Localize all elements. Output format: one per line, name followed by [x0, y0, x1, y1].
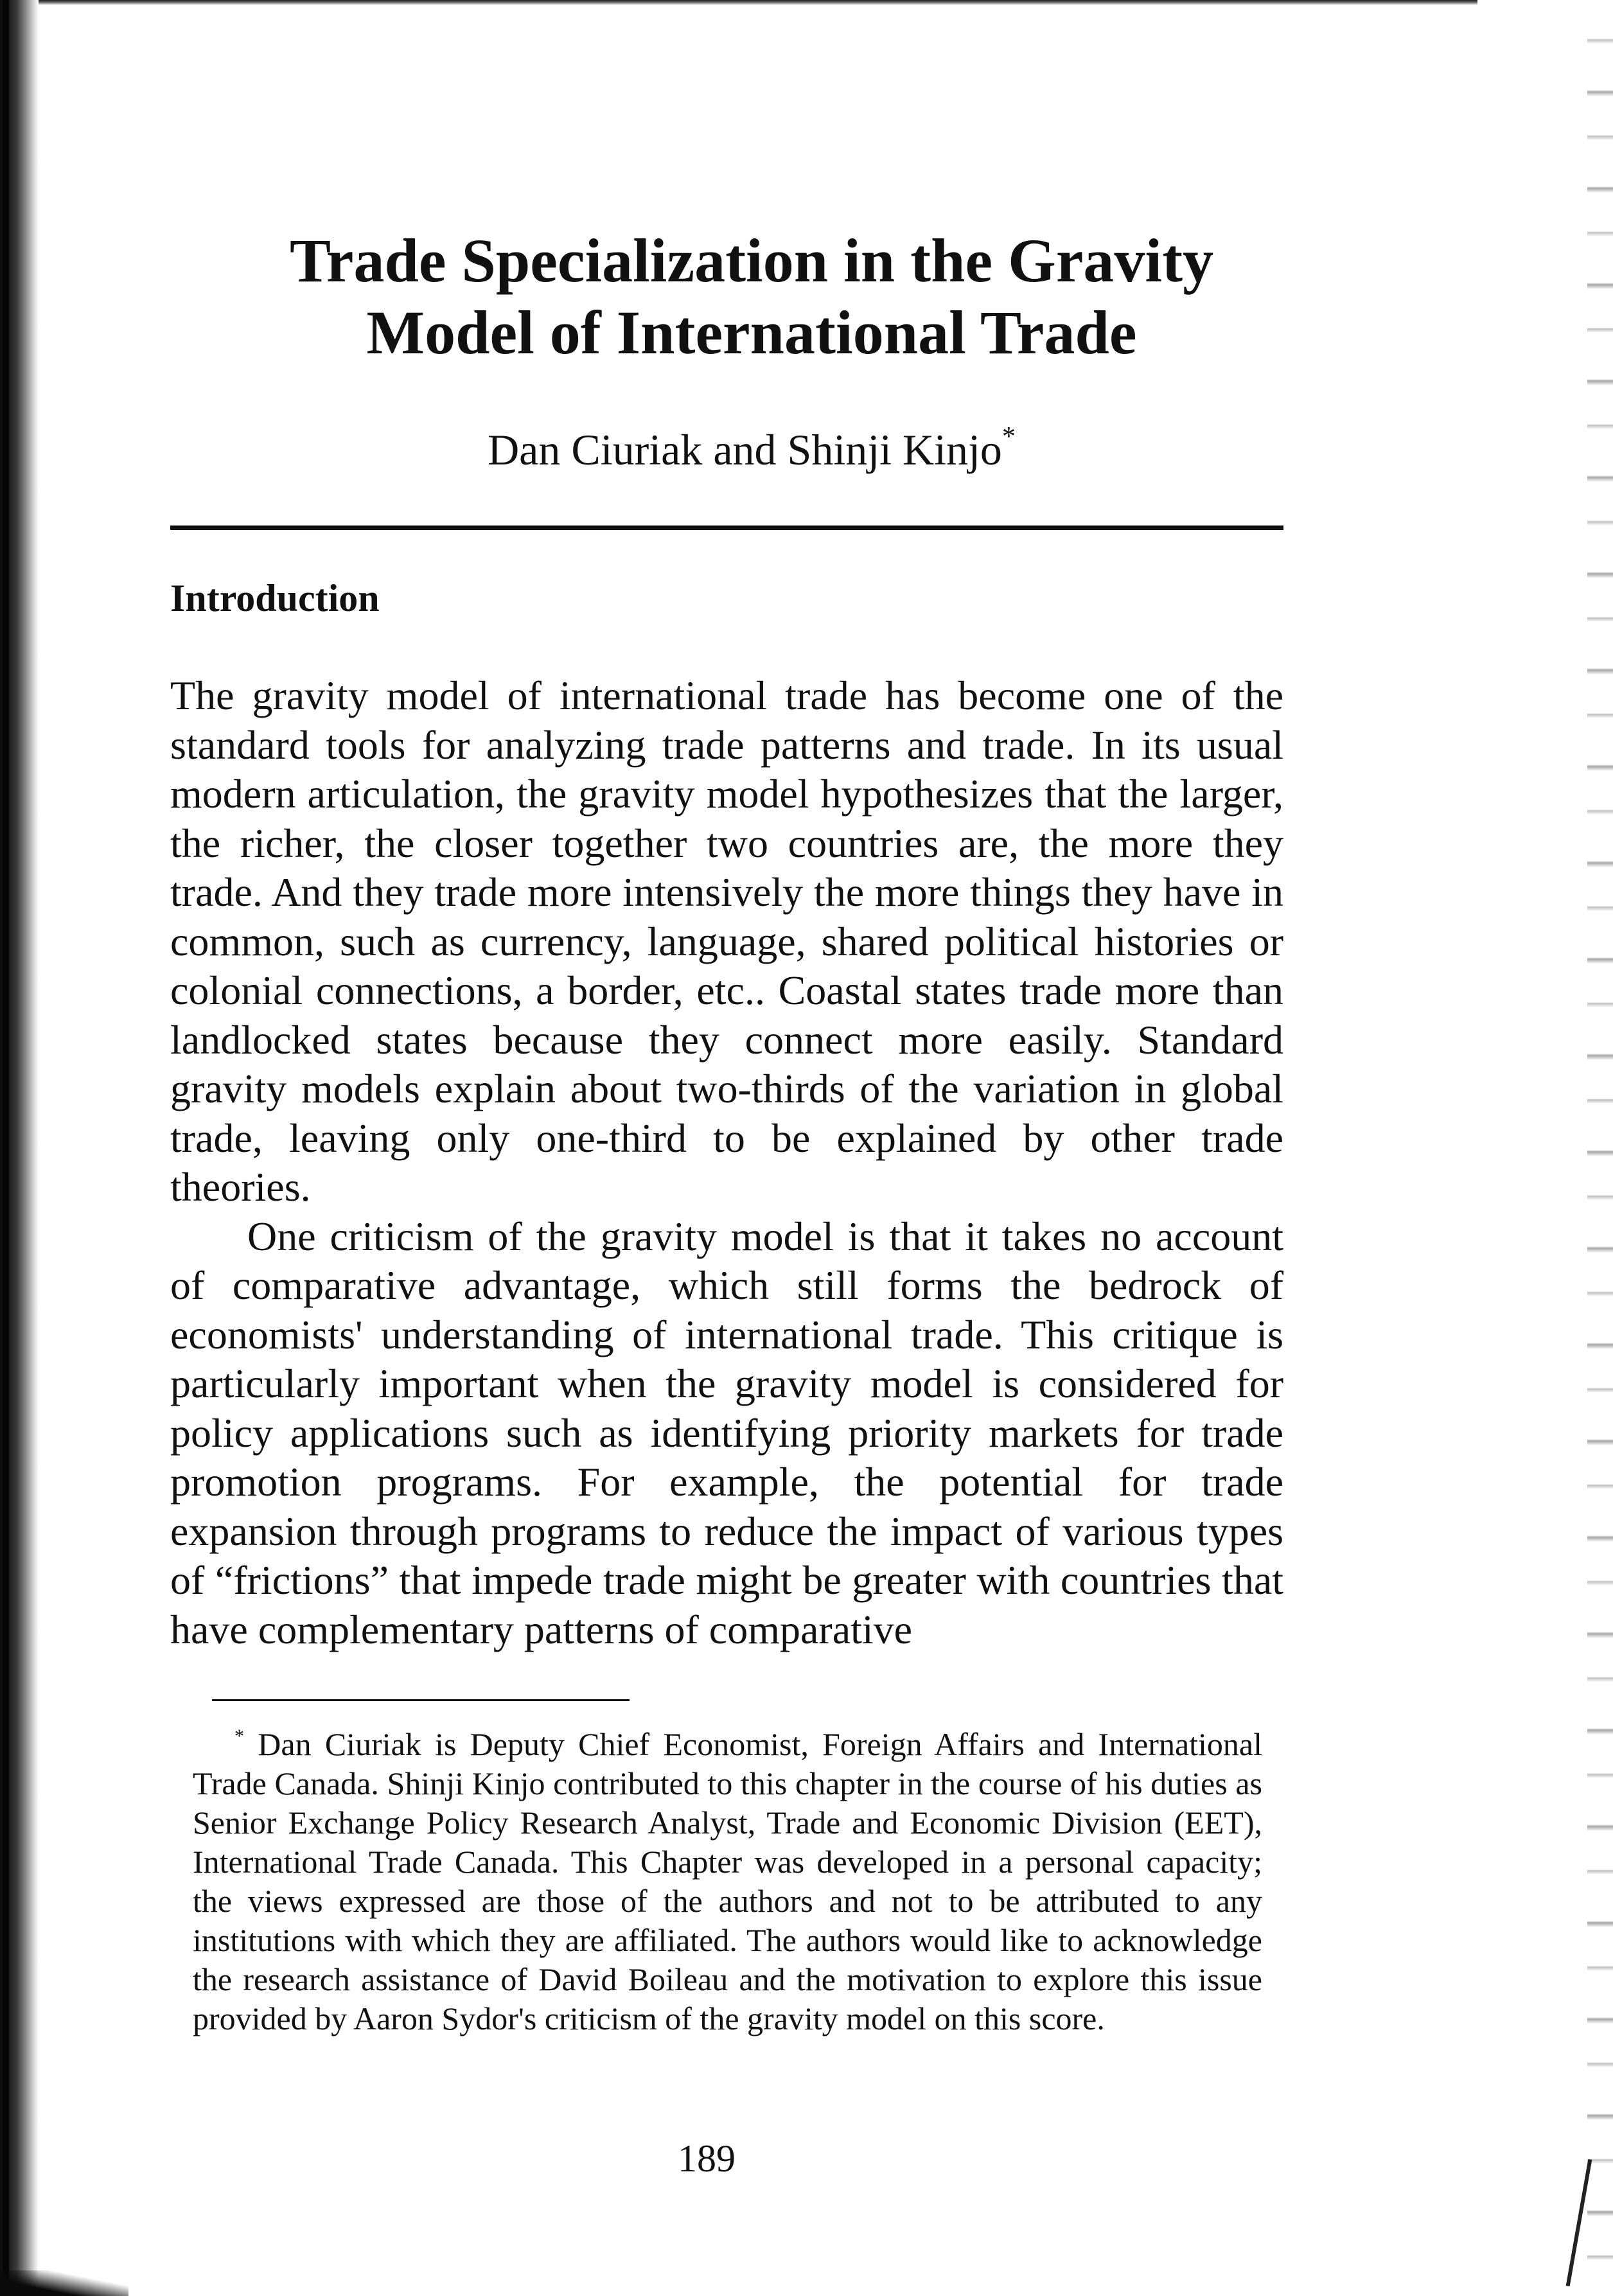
paragraph: One criticism of the gravity model is that it takes no account of comparative advantage, which still forms the bedrock of economists' understanding of international trade. This critique is particularly important when the gravity model is considered for policy applications such as identifying priority markets for trade promotion programs. For example, the potential for trade expansion through programs to reduce the impact of various types of “frictions” that impede trade might be greater with countries that have complementary patterns of comparative [170, 1213, 1283, 1652]
footnote-divider [212, 1699, 630, 1701]
author-footnote-marker: * [1001, 422, 1016, 452]
scan-bottom-corner [0, 2270, 128, 2296]
chapter-authors [231, 411, 1272, 475]
paragraph: The gravity model of international trade has become one of the standard tools for analyzing trade patterns and trade. In its usual modern articulation, the gravity model hypothesizes that the larger, the richer, the closer together two countries are, the more they trade. And they trade more intensively the more things they have in common, such as currency, language, shared political histories or colonial connections, a border, etc.. Coastal states trade more than landlocked states because they connect more easily. Standard gravity models explain about two-thirds of the variation in global trade, leaving only one-third to be explained by other trade theories. [170, 673, 1283, 1210]
footnote-marker: * [234, 1726, 244, 1747]
body-text [170, 671, 1283, 1654]
page-number: 189 [678, 2137, 736, 2180]
footnote-text: Dan Ciuriak is Deputy Chief Economist, Foreign Affairs and International Trade Canada. Shinji Kinjo contributed to this chapter in the course of his duties as Senior Exchange Policy Research Analyst, Trade and Economic Division (EET), International Trade Canada. This Chapter was developed in a personal capacity; the views expressed are those of the authors and not to be attributed to any institutions with which they are affiliated. The authors would like to acknowledge the research assistance of David Boileau and the motivation to explore this issue provided by Aaron Sydor's criticism of the gravity model on this score. [193, 1726, 1263, 2036]
author-names: Dan Ciuriak and Shinji Kinjo [488, 425, 1002, 474]
scan-top-edge [0, 0, 1477, 5]
scan-right-edge [1587, 0, 1613, 2296]
footnote [193, 1717, 1262, 2038]
chapter-title: Trade Specialization in the Gravity Model of International Trade [289, 226, 1214, 367]
title-divider [170, 525, 1283, 530]
scan-binding-line [3, 0, 9, 2296]
section-heading: Introduction [170, 577, 380, 619]
